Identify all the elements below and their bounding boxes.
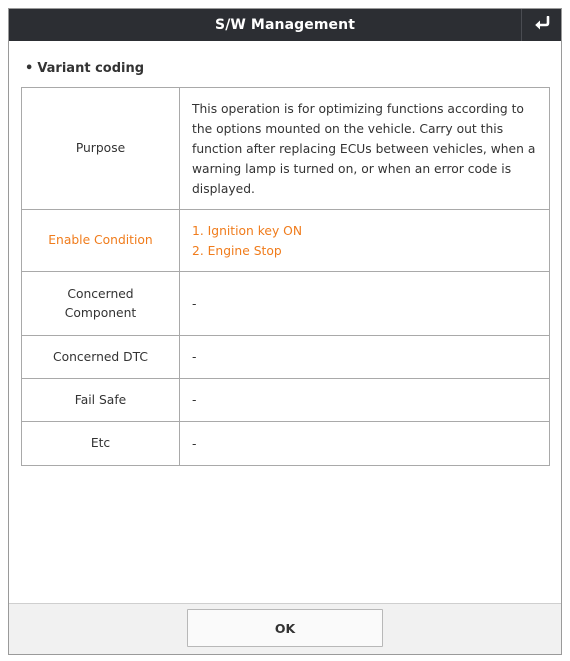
bullet: • bbox=[25, 61, 34, 76]
sw-management-dialog bbox=[8, 8, 562, 655]
window-title: S/W Management bbox=[215, 17, 355, 33]
row-label: Enable Condition bbox=[22, 210, 180, 272]
row-label-line: Component bbox=[64, 305, 137, 320]
row-label bbox=[22, 272, 180, 336]
row-label-line: Concerned bbox=[67, 286, 134, 301]
table-row-concerned-dtc bbox=[22, 336, 550, 379]
condition-line: 1. Ignition key ON bbox=[192, 223, 303, 238]
ok-button[interactable]: OK bbox=[187, 609, 383, 647]
row-label: Purpose bbox=[22, 88, 180, 210]
return-arrow-icon bbox=[533, 16, 551, 35]
row-label: Etc bbox=[22, 422, 180, 466]
info-table bbox=[21, 87, 550, 466]
row-value: - bbox=[180, 272, 550, 336]
row-value bbox=[180, 210, 550, 272]
section-title-text: Variant coding bbox=[37, 61, 145, 76]
back-button[interactable] bbox=[521, 9, 561, 41]
row-label: Concerned DTC bbox=[22, 336, 180, 379]
section-title bbox=[25, 61, 144, 76]
table-row-fail-safe bbox=[22, 379, 550, 422]
title-bar bbox=[9, 9, 561, 41]
table-row-enable-condition bbox=[22, 210, 550, 272]
dialog-footer bbox=[9, 603, 561, 654]
condition-line: 2. Engine Stop bbox=[192, 243, 282, 258]
row-value: - bbox=[180, 336, 550, 379]
row-value bbox=[180, 88, 550, 210]
row-value: - bbox=[180, 422, 550, 466]
row-value: - bbox=[180, 379, 550, 422]
row-label: Fail Safe bbox=[22, 379, 180, 422]
table-row-purpose bbox=[22, 88, 550, 210]
table-row-concerned-component bbox=[22, 272, 550, 336]
table-row-etc bbox=[22, 422, 550, 466]
purpose-text: This operation is for optimizing functions according to the options mounted on the vehicle. Carry out this function after replacing ECUs between vehicles, when a warning lamp is turned on, or when an error code is displayed. bbox=[192, 102, 536, 196]
